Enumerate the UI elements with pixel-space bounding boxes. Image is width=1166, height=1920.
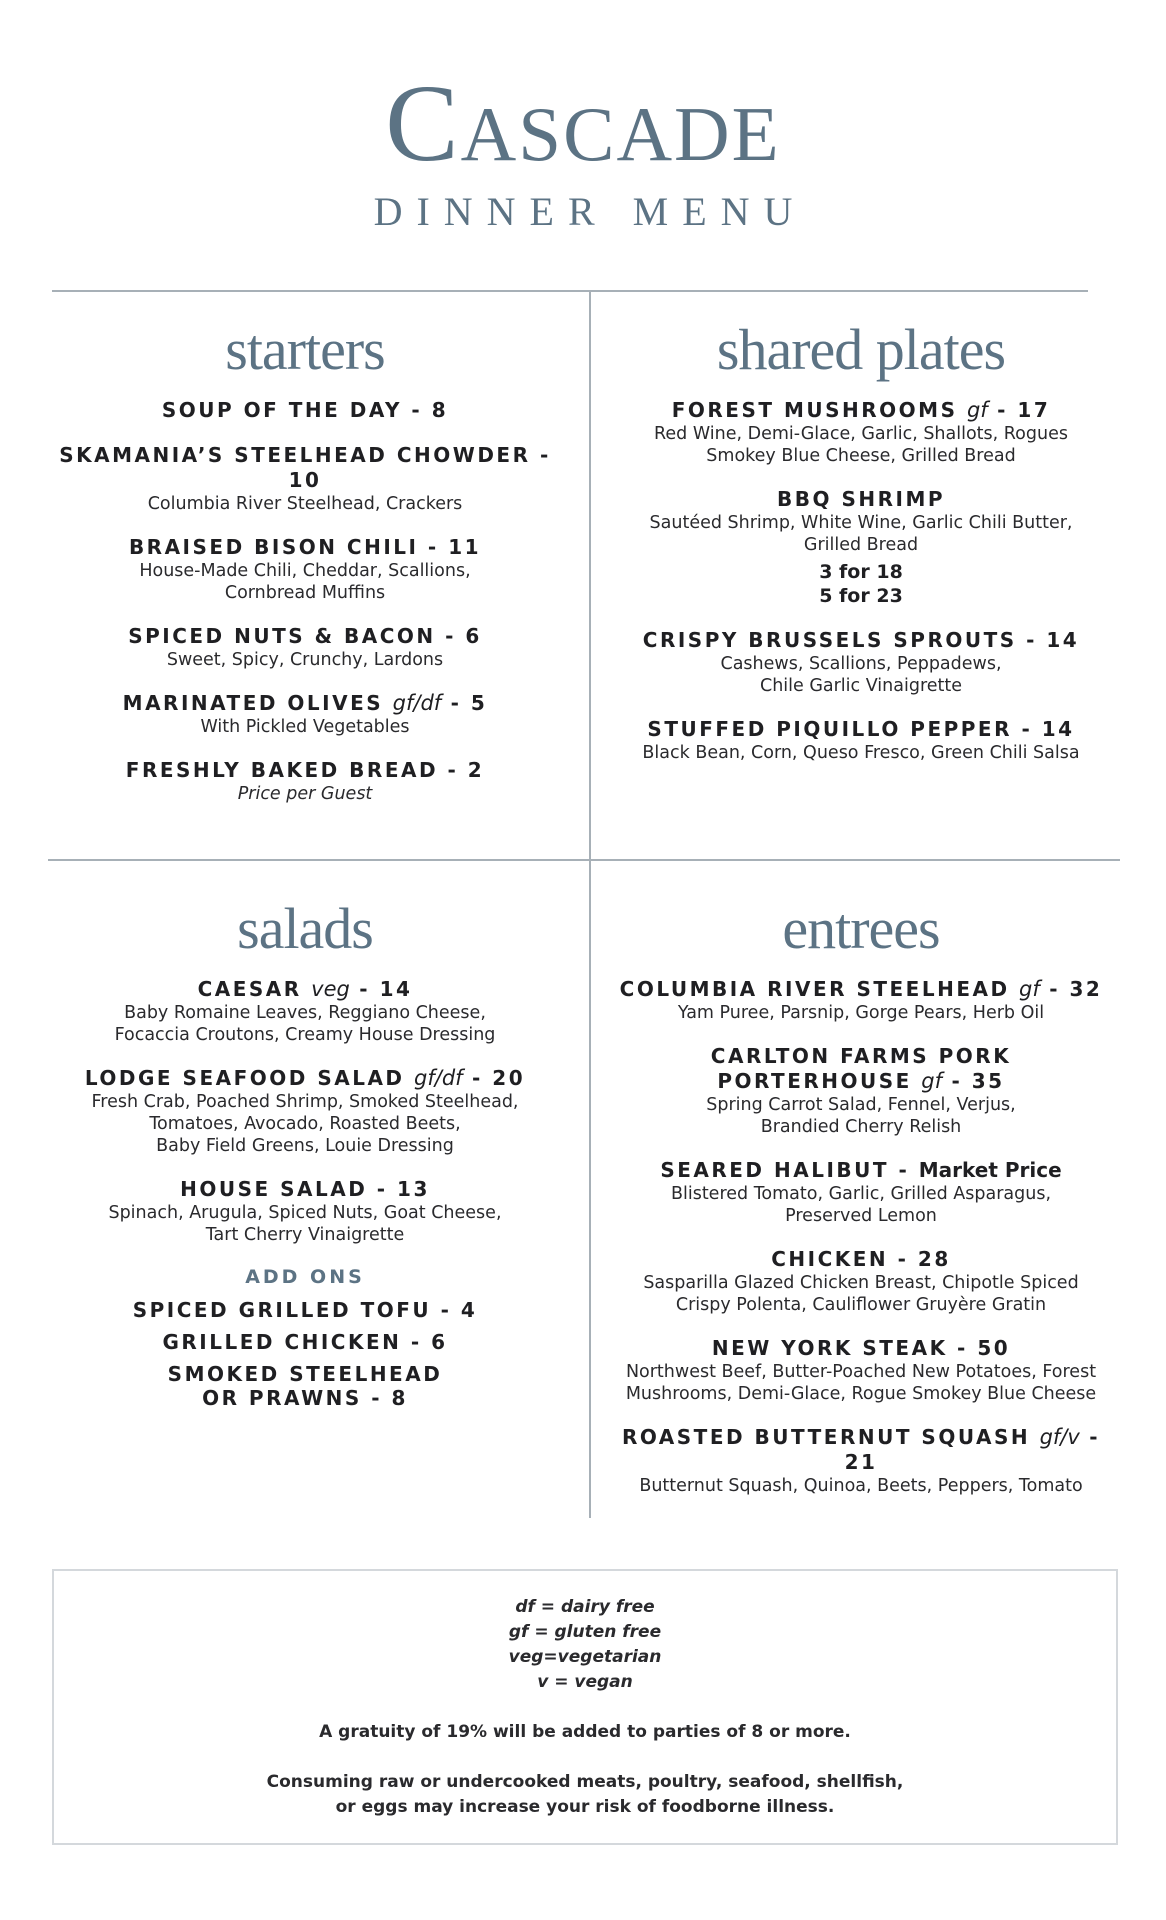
item-price: 21 — [844, 1450, 878, 1474]
menu-item — [606, 1247, 1116, 1316]
item-name-line: COLUMBIA RIVER STEELHEAD gf - 32 — [619, 977, 1103, 1001]
item-name-line: ROASTED BUTTERNUT SQUASH gf/v - 21 — [621, 1425, 1101, 1474]
dietary-tag: gf — [966, 398, 988, 422]
item-price: 10 — [288, 468, 322, 492]
item-price: 2 — [467, 758, 485, 782]
item-description: With Pickled Vegetables — [200, 717, 410, 737]
item-name-line: HOUSE SALAD - 13 — [180, 1177, 430, 1201]
item-name-line: LODGE SEAFOOD SALAD gf/df - 20 — [84, 1066, 526, 1090]
item-name-line: SKAMANIA’S STEELHEAD CHOWDER - 10 — [59, 443, 551, 492]
item-description: Sasparilla Glazed Chicken Breast, Chipotle Spiced Crispy Polenta, Cauliflower Gruyère Gratin — [643, 1273, 1079, 1315]
menu-subtitle: DINNER MENU — [373, 189, 807, 234]
item-name-line: STUFFED PIQUILLO PEPPER - 14 — [647, 717, 1075, 741]
item-description: Black Bean, Corn, Queso Fresco, Green Chili Salsa — [642, 743, 1080, 763]
dietary-tag: gf/df — [392, 691, 442, 715]
item-name-line — [606, 487, 1116, 512]
menu-item — [40, 535, 570, 604]
item-name-line: SOUP OF THE DAY - 8 — [161, 398, 449, 422]
section-title: shared plates — [716, 317, 1006, 382]
item-price: 11 — [448, 535, 482, 559]
item-name-line: CARLTON FARMS PORK PORTERHOUSE gf - 35 — [710, 1044, 1012, 1093]
item-description: Sautéed Shrimp, White Wine, Garlic Chili Butter, Grilled Bread — [649, 513, 1073, 555]
item-name-line: SEARED HALIBUT - Market Price — [660, 1158, 1062, 1182]
item-price: 35 — [971, 1069, 1005, 1093]
item-description: Sweet, Spicy, Crunchy, Lardons — [166, 650, 444, 670]
item-name: NEW YORK STEAK — [711, 1336, 948, 1360]
item-name: SPICED NUTS & BACON — [128, 624, 436, 648]
section-title: salads — [237, 896, 373, 961]
item-price: 6 — [465, 624, 482, 648]
item-price: 13 — [397, 1177, 430, 1201]
item-name-line: NEW YORK STEAK - 50 — [711, 1336, 1011, 1360]
menu-item — [40, 758, 570, 805]
menu-item — [40, 1066, 570, 1157]
add-ons-list — [40, 1298, 570, 1410]
gratuity-note: A gratuity of 19% will be added to parties of 8 or more. — [319, 1722, 851, 1742]
item-description: Spring Carrot Salad, Fennel, Verjus, Brandied Cherry Relish — [706, 1095, 1016, 1137]
item-price: 14 — [1046, 628, 1080, 652]
item-price: 20 — [492, 1066, 526, 1090]
item-description: Yam Puree, Parsnip, Gorge Pears, Herb Oil — [677, 1003, 1045, 1023]
dietary-tag: gf — [921, 1069, 943, 1093]
legend-line: df = dairy free — [515, 1597, 655, 1617]
item-name: SOUP OF THE DAY — [161, 398, 402, 422]
menu-item — [606, 628, 1116, 697]
menu-item — [606, 1336, 1116, 1405]
item-price: 50 — [977, 1336, 1011, 1360]
item-name: BRAISED BISON CHILI — [128, 535, 419, 559]
item-name: LODGE SEAFOOD SALAD — [84, 1066, 405, 1090]
item-name: SEARED HALIBUT — [660, 1158, 890, 1182]
salads-list — [40, 977, 570, 1246]
legend-line: v = vegan — [537, 1672, 633, 1692]
item-name: COLUMBIA RIVER STEELHEAD — [619, 977, 1010, 1001]
item-price: 28 — [917, 1247, 951, 1271]
item-name: BBQ SHRIMP — [777, 487, 945, 511]
item-description: Fresh Crab, Poached Shrimp, Smoked Steelhead, Tomatoes, Avocado, Roasted Beets, Baby Field Greens, Louie Dressing — [91, 1092, 519, 1156]
item-name: MARINATED OLIVES — [122, 691, 384, 715]
menu-item — [606, 1158, 1116, 1227]
item-name-line: CRISPY BRUSSELS SPROUTS - 14 — [642, 628, 1080, 652]
menu-item — [40, 977, 570, 1046]
item-name: HOUSE SALAD — [180, 1177, 368, 1201]
shared-plates-list — [606, 398, 1116, 764]
menu-item — [40, 443, 570, 515]
item-description: Columbia River Steelhead, Crackers — [147, 494, 463, 514]
item-description: Price per Guest — [237, 784, 373, 804]
dietary-tag: gf/df — [414, 1066, 463, 1090]
item-name: SKAMANIA’S STEELHEAD CHOWDER — [59, 443, 531, 467]
starters-list — [40, 398, 570, 805]
add-on-item: SPICED GRILLED TOFU - 4 — [132, 1298, 478, 1322]
menu-item — [606, 1044, 1116, 1138]
item-description: House-Made Chili, Cheddar, Scallions, Cornbread Muffins — [139, 561, 471, 603]
add-ons-title: ADD ONS — [245, 1266, 365, 1288]
item-price: 32 — [1069, 977, 1103, 1001]
item-price: 14 — [1041, 717, 1075, 741]
dietary-tag: gf/v — [1039, 1425, 1080, 1449]
entrees-list — [606, 977, 1116, 1497]
item-name: CARLTON FARMS PORK PORTERHOUSE — [710, 1044, 1012, 1093]
item-description: Cashews, Scallions, Peppadews, Chile Garlic Vinaigrette — [720, 654, 1002, 696]
add-on-item: SMOKED STEELHEAD OR PRAWNS - 8 — [167, 1362, 443, 1410]
dietary-legend — [54, 1595, 1116, 1695]
starters-section — [40, 318, 570, 825]
menu-item — [40, 624, 570, 671]
restaurant-name: Cascade — [385, 62, 781, 184]
item-name-line: MARINATED OLIVES gf/df - 5 — [122, 691, 488, 715]
item-price: Market Price — [918, 1158, 1062, 1182]
item-name: FOREST MUSHROOMS — [671, 398, 958, 422]
item-description: Butternut Squash, Quinoa, Beets, Peppers, Tomato — [639, 1476, 1083, 1496]
dietary-tag: gf — [1019, 977, 1040, 1001]
item-price: 8 — [431, 398, 449, 422]
item-price: 17 — [1017, 398, 1051, 422]
entrees-section — [606, 897, 1116, 1517]
menu-item — [40, 1177, 570, 1246]
middle-divider — [48, 859, 1120, 861]
dietary-tag: veg — [311, 977, 350, 1001]
item-name-line: FRESHLY BAKED BREAD - 2 — [125, 758, 485, 782]
legend-line: veg=vegetarian — [508, 1647, 662, 1667]
item-description: Blistered Tomato, Garlic, Grilled Asparagus, Preserved Lemon — [670, 1184, 1052, 1226]
section-title: entrees — [782, 896, 940, 961]
item-name: STUFFED PIQUILLO PEPPER — [647, 717, 1012, 741]
legend-line: gf = gluten free — [508, 1622, 662, 1642]
item-name: CHICKEN — [771, 1247, 889, 1271]
item-name-line: SPICED NUTS & BACON - 6 — [128, 624, 482, 648]
menu-item — [606, 1425, 1116, 1497]
menu-item — [606, 398, 1116, 467]
menu-item — [606, 487, 1116, 608]
item-name: ROASTED BUTTERNUT SQUASH — [621, 1425, 1031, 1449]
item-name: CRISPY BRUSSELS SPROUTS — [642, 628, 1017, 652]
add-on-item: GRILLED CHICKEN - 6 — [162, 1330, 448, 1354]
menu-item — [606, 977, 1116, 1024]
menu-header — [0, 62, 1166, 235]
item-description: Spinach, Arugula, Spiced Nuts, Goat Cheese, Tart Cherry Vinaigrette — [108, 1203, 502, 1245]
menu-item — [40, 398, 570, 423]
item-name-line: BRAISED BISON CHILI - 11 — [128, 535, 482, 559]
shared-plates-section — [606, 318, 1116, 784]
item-name-line: CHICKEN - 28 — [771, 1247, 951, 1271]
menu-item — [606, 717, 1116, 764]
item-name-line: FOREST MUSHROOMS gf - 17 — [671, 398, 1051, 422]
center-divider — [589, 290, 591, 1518]
food-safety-warning: Consuming raw or undercooked meats, poultry, seafood, shellfish, or eggs may increase your risk of foodborne illness. — [266, 1772, 904, 1817]
item-name: CAESAR — [197, 977, 302, 1001]
salads-section — [40, 897, 570, 1418]
item-price: 5 — [470, 691, 488, 715]
item-description: Northwest Beef, Butter-Poached New Potatoes, Forest Mushrooms, Demi-Glace, Rogue Smokey Blue Cheese — [625, 1362, 1097, 1404]
price-options: 3 for 18 5 for 23 — [819, 561, 903, 607]
footer-notes — [52, 1569, 1118, 1845]
item-price: 14 — [379, 977, 413, 1001]
item-name-line: CAESAR veg - 14 — [197, 977, 413, 1001]
item-description: Red Wine, Demi-Glace, Garlic, Shallots, Rogues Smokey Blue Cheese, Grilled Bread — [654, 424, 1068, 466]
top-divider — [52, 290, 1088, 292]
menu-item — [40, 691, 570, 738]
section-title: starters — [225, 317, 385, 382]
item-name: FRESHLY BAKED BREAD — [125, 758, 439, 782]
item-description: Baby Romaine Leaves, Reggiano Cheese, Focaccia Croutons, Creamy House Dressing — [114, 1003, 496, 1045]
